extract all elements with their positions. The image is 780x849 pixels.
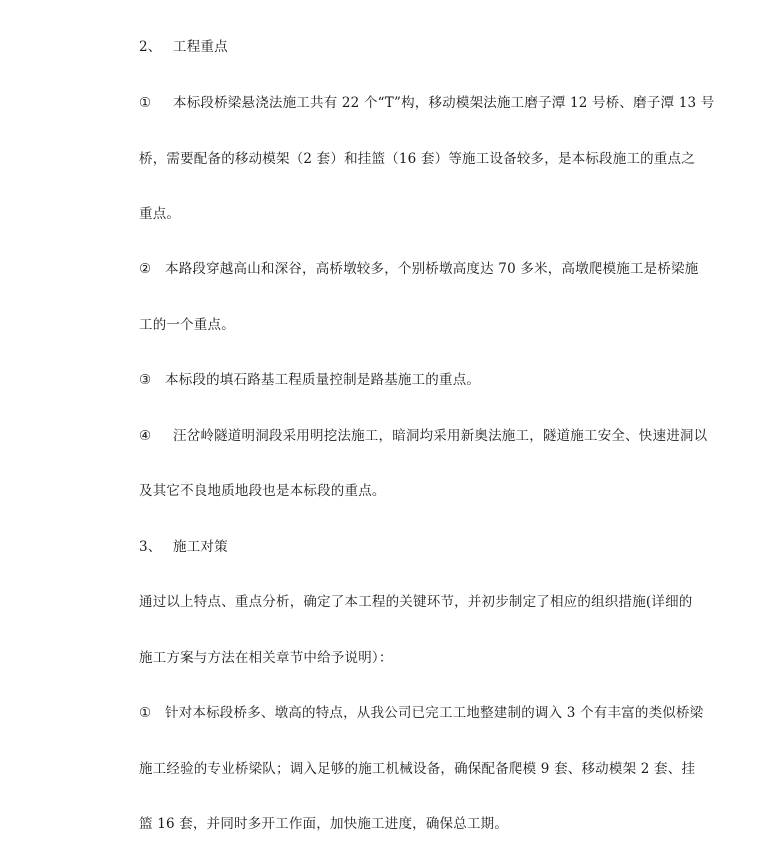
item-text: 本标段的填石路基工程质量控制是路基施工的重点。: [165, 372, 481, 388]
item-4-line-1: [139, 426, 719, 446]
item-1-line-1: [139, 93, 719, 113]
item-text: 汪岔岭隧道明洞段采用明挖法施工，暗洞均采用新奥法施工，隧道施工安全、快速进洞以: [173, 428, 708, 444]
intro-line-2: 施工方案与方法在相关章节中给予说明）：: [139, 650, 393, 666]
item-marker: ④: [139, 428, 152, 444]
item-2-line-1: [139, 259, 719, 279]
item-3-line-1: [139, 370, 719, 390]
measure-1-line-2: 施工经验的专业桥梁队；调入足够的施工机械设备，确保配备爬模 9 套、移动模架 2 套、挂: [139, 761, 696, 777]
item-text: 本路段穿越高山和深谷，高桥墩较多，个别桥墩高度达 70 多米，高墩爬模施工是桥梁施: [165, 261, 699, 277]
item-2-line-2: 工的一个重点。: [139, 317, 235, 333]
item-marker: ①: [139, 705, 152, 721]
item-4-line-2: 及其它不良地质地段也是本标段的重点。: [139, 483, 386, 499]
item-text: 针对本标段桥多、墩高的特点，从我公司已完工工地整建制的调入 3 个有丰富的类似桥梁: [165, 705, 704, 721]
intro-line-1: 通过以上特点、重点分析，确定了本工程的关键环节，并初步制定了相应的组织措施(详细的: [139, 594, 693, 610]
item-marker: ②: [139, 261, 152, 277]
item-1-line-3: 重点。: [139, 206, 181, 222]
item-marker: ①: [139, 95, 152, 111]
section-title: 施工对策: [173, 539, 228, 555]
item-text: 本标段桥梁悬浇法施工共有 22 个“T”构，移动模架法施工磨子潭 12 号桥、磨子潭 13 号: [173, 95, 715, 111]
measure-1-line-1: [139, 703, 719, 723]
measure-1-line-3: 篮 16 套，并同时多开工作面，加快施工进度，确保总工期。: [139, 816, 509, 832]
section-number: 2、: [139, 39, 162, 55]
section-number: 3、: [139, 539, 162, 555]
item-marker: ③: [139, 372, 152, 388]
item-1-line-2: 桥，需要配备的移动模架（2 套）和挂篮（16 套）等施工设备较多，是本标段施工的重点之: [139, 151, 695, 167]
section-2-heading: [139, 37, 719, 57]
section-title: 工程重点: [173, 39, 228, 55]
section-3-heading: [139, 537, 719, 557]
